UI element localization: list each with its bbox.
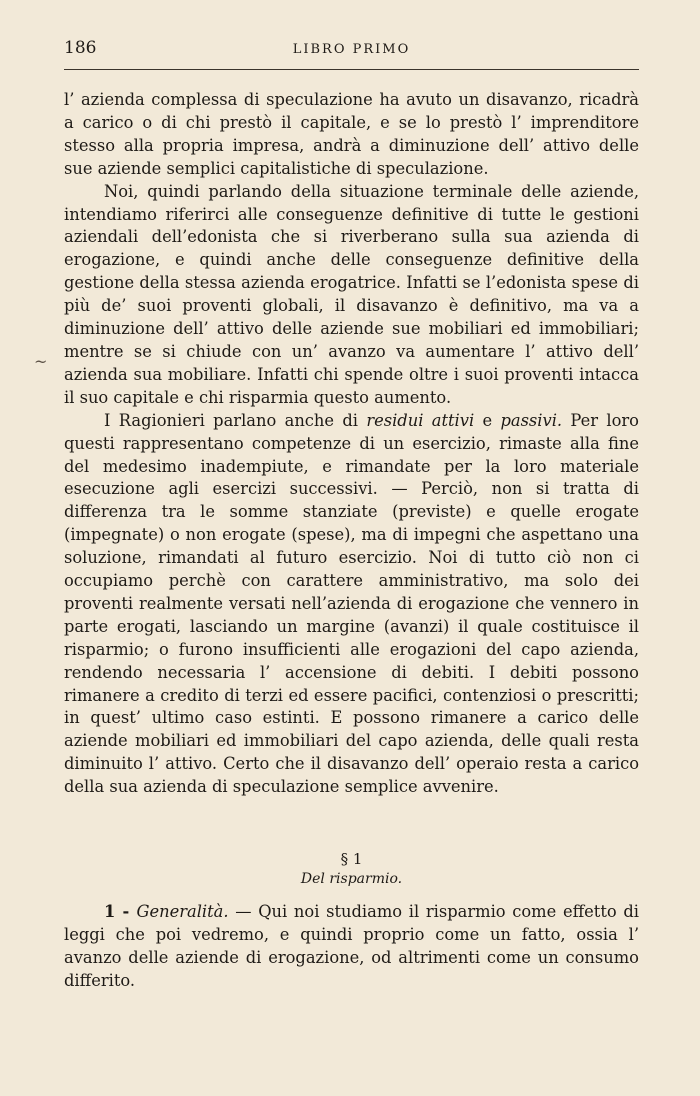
page-header [64, 38, 639, 64]
running-title: LIBRO PRIMO [292, 42, 411, 57]
paragraph-3 [64, 410, 639, 799]
paragraph-3-rest: Per loro questi rappresentano competenze di un esercizio, rimaste alla fine del medesimo inadempiute, e rimandate per la loro materiale esecuzione agli esercizi successivi. — Perciò, non si tratta di differenza tra le somme stanziate (previste) e quelle erogate (impegnate) o non erogate (spese), ma di impegni che aspettano una soluzione, rimandati al futuro esercizio. Noi di tutto ciò non ci occupiamo perchè con carattere amministrativo, ma solo dei proventi realmente versati nell’azienda di erogazione che vennero in parte erogati, lasciando un margine (avanzi) il quale costituisce il risparmio; o furono insufficienti alle erogazioni del capo azienda, rendendo necessaria l’ accensione di debiti. I debiti possono rimanere a credito di terzi ed essere pacifici, contenziosi o prescritti; in quest’ ultimo caso estinti. E possono rimanere a carico delle aziende mobiliari ed immobiliari del capo azienda, delle quali resta diminuito l’ attivo. Certo che il disavanzo dell’ operaio resta a carico della sua azienda di speculazione semplice avvenire. [64, 410, 639, 797]
paragraph-3-conjunction: e [474, 410, 501, 430]
paragraph-3-start: I Ragionieri parlano anche di [104, 410, 367, 430]
section-title: Del risparmio. [300, 871, 403, 887]
paragraph-2: Noi, quindi parlando della situazione terminale delle aziende, intendiamo riferirci alle conseguenze definitive di tutte le gestioni aziendali dell’edonista che si riverberano sulla sua azienda di erogazione, e quindi anche delle conseguenze definitive della gestione della stessa azienda erogatrice. Infatti se l’edonista spese di più de’ suoi proventi globali, il disavanzo è definitivo, ma va a diminuzione dell’ attivo delle aziende sue mobiliari ed immobiliari; mentre se si chiude con un’ avanzo va aumentare l’ attivo dell’ azienda sua mobiliare. Infatti chi spende oltre i suoi proventi intacca il suo capitale e chi risparmia questo aumento. [64, 181, 639, 407]
paragraph-generalita [64, 901, 639, 993]
final-paragraph [64, 901, 639, 993]
subsection-heading: Generalità. [136, 902, 229, 921]
section-number: § 1 [340, 850, 363, 868]
margin-mark: ~ [34, 352, 48, 371]
residui-attivi-term: residui attivi [366, 410, 475, 430]
body-text [64, 89, 639, 799]
subsection-text: — Qui noi studiamo il risparmio come effetto di leggi che poi vedremo, e quindi proprio come un fatto, ossia l’ avanzo delle aziende di erogazione, od altrimenti come un consumo differito. [64, 902, 639, 990]
paragraph-1: l’ azienda complessa di speculazione ha avuto un disavanzo, ricadrà a carico o di chi prestò il capitale, e se lo prestò l’ imprenditore stesso alla propria impresa, andrà a diminuzione dell’ attivo delle sue aziende semplici capitalistiche di speculazione. [64, 90, 639, 178]
page-number: 186 [64, 38, 97, 58]
passivi-term: passivi. [500, 410, 563, 430]
subsection-number: 1 - [104, 902, 137, 921]
header-rule [64, 69, 639, 70]
